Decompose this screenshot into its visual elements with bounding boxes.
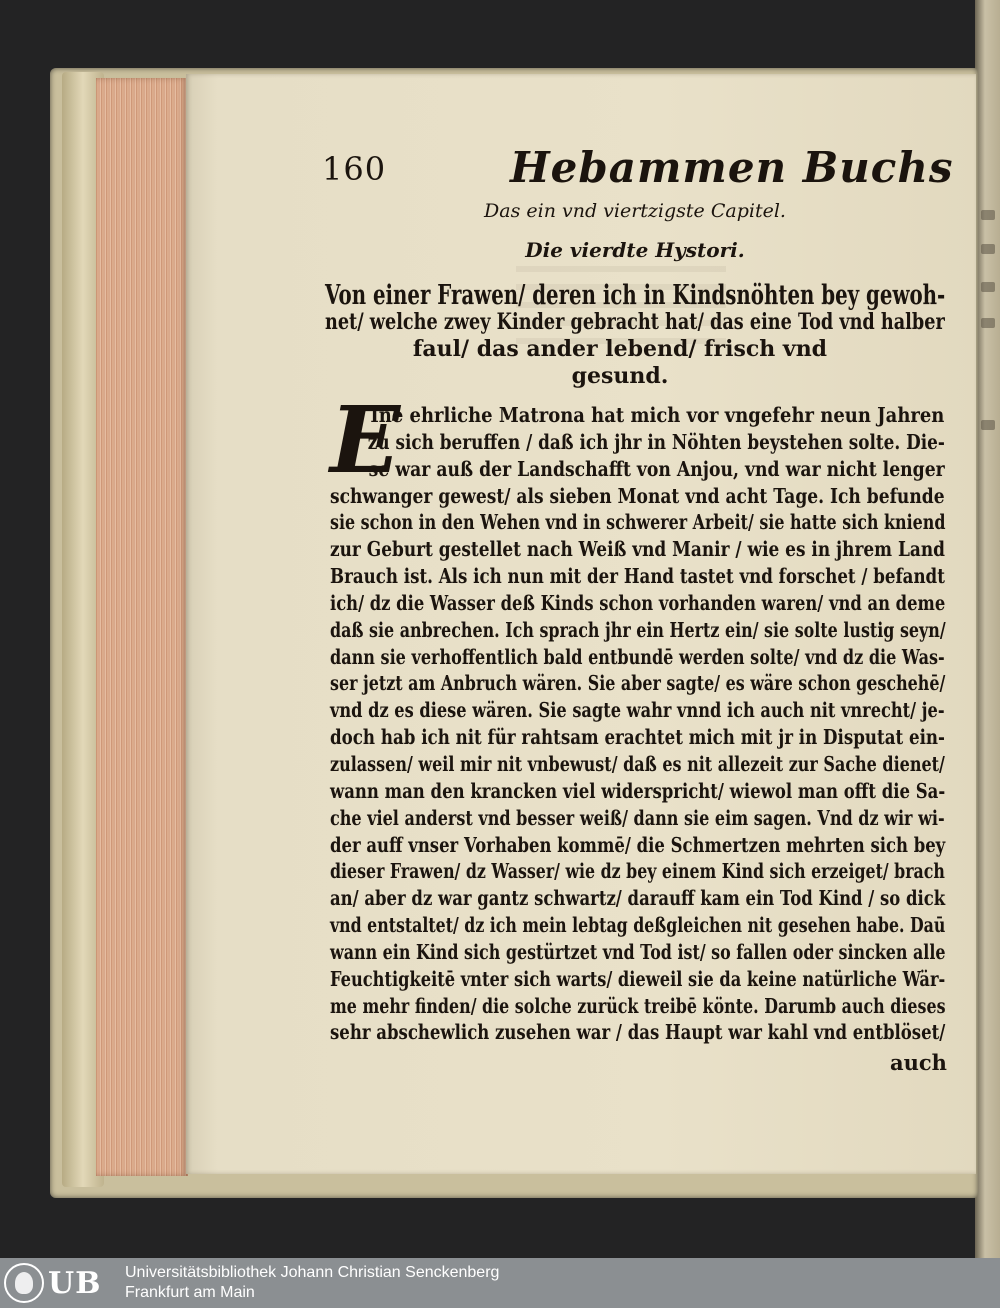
text-line: wann ein Kind sich gestürtzet vnd Tod ist/ so fallen oder sincken alle (330, 939, 946, 964)
heading-line: Von einer Frawen/ deren ich in Kindsnöhten bey gewoh- (325, 280, 946, 311)
text-line: zur Geburt gestellet nach Weiß vnd Manir / wie es in jhrem Land (330, 537, 945, 562)
chapter-title: Das ein vnd viertzigste Capitel. (484, 200, 786, 222)
text-line: sie schon in den Wehen vnd in schwerer Arbeit/ sie hatte sich kniend (330, 510, 946, 535)
text-line: vnd entstaltet/ dz ich mein lebtag deßgleichen nit gesehen habe. Daū (330, 913, 946, 938)
library-footer (0, 1258, 1000, 1308)
text-line: dieser Frawen/ dz Wasser/ wie dz bey einem Kind sich erzeiget/ brach (330, 859, 945, 884)
facing-page-ink-mark (981, 210, 995, 220)
facing-page-ink-mark (981, 282, 995, 292)
running-head: Hebammen Buchs (510, 143, 954, 192)
text-line: che viel anderst vnd besser weiß/ dann sie eim sagen. Vnd dz wir wi- (330, 805, 945, 830)
facing-page-ink-mark (981, 420, 995, 430)
text-line: Brauch ist. Als ich nun mit der Hand tastet vnd forschet / befandt (330, 564, 945, 589)
text-line: se war auß der Landschafft von Anjou, vnd war nicht lenger (368, 456, 945, 481)
institution-name (125, 1263, 499, 1303)
text-line: ser jetzt am Anbruch wären. Sie aber sagte/ es wäre schon geschehē/ (330, 671, 946, 696)
text-line: doch hab ich nit für rahtsam erachtet mich mit jr in Disputat ein- (330, 725, 945, 750)
facing-page-ink-mark (981, 244, 995, 254)
text-line: dann sie verhoffentlich bald entbundē werden solte/ vnd dz die Was- (330, 644, 945, 669)
text-line: schwanger gewest/ als sieben Monat vnd acht Tage. Ich befunde (330, 483, 945, 508)
heading-line: faul/ das ander lebend/ frisch vnd (412, 336, 828, 362)
text-line: der auff vnser Vorhaben kommē/ die Schmertzen mehrten sich bey (330, 832, 946, 857)
ub-logo-text: UB (48, 1265, 102, 1301)
text-line: wann man den krancken viel widerspricht/ wiewol man offt die Sa- (330, 778, 946, 803)
body-text (330, 402, 945, 1046)
text-line: an/ aber dz war gantz schwartz/ darauff kam ein Tod Kind / so dick (330, 886, 946, 911)
senckenberg-portrait-icon (4, 1263, 44, 1303)
text-line: zulassen/ weil mir nit vnbewust/ daß es nit allezeit zur Sache dienet/ (330, 751, 945, 776)
page-edges (96, 78, 188, 1176)
catchword: auch (890, 1050, 947, 1075)
page-number: 160 (322, 150, 387, 188)
text-line: ich/ dz die Wasser deß Kinds schon vorhanden waren/ vnd an deme (330, 590, 946, 615)
text-line: me mehr finden/ die solche zurück treibē könte. Darumb auch dieses (330, 993, 946, 1018)
text-line: zu sich beruffen / daß ich jhr in Nöhten beystehen solte. Die- (367, 429, 945, 454)
text-line: daß sie anbrechen. Ich sprach jhr ein Hertz ein/ sie solte lustig seyn/ (330, 617, 946, 642)
ub-logo[interactable] (4, 1261, 116, 1305)
facing-page-edge (975, 0, 1000, 1258)
story-title: Die vierdte Hystori. (525, 238, 745, 262)
institution-line-2: Frankfurt am Main (125, 1284, 255, 1301)
drop-cap: E (330, 386, 401, 494)
institution-line-1: Universitätsbibliothek Johann Christian Senckenberg (125, 1264, 500, 1281)
heading-line: net/ welche zwey Kinder gebracht hat/ das eine Tod vnd halber (325, 309, 945, 335)
text-line: Ine ehrliche Matrona hat mich vor vngefehr neun Jahren (370, 403, 945, 427)
heading-line: gesund. (571, 363, 669, 389)
text-line: vnd dz es diese wären. Sie sagte wahr vnnd ich auch nit vnrecht/ je- (330, 698, 945, 723)
text-line: sehr abschewlich zusehen war / das Haupt war kahl vnd entblöset/ (330, 1020, 946, 1045)
text-line: Feuchtigkeitē vnter sich warts/ dieweil sie da keine natürliche Wär- (330, 966, 946, 991)
facing-page-ink-mark (981, 318, 995, 328)
